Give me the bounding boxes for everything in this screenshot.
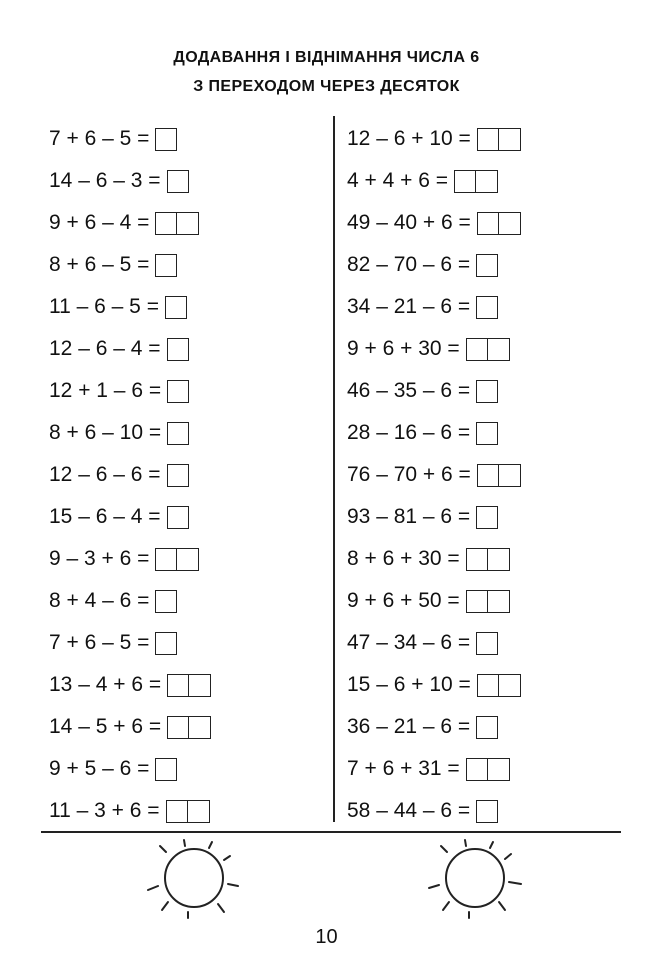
answer-boxes[interactable] (167, 674, 211, 697)
answer-box[interactable] (466, 338, 488, 361)
exercise-row (347, 538, 521, 580)
answer-box[interactable] (466, 758, 488, 781)
answer-box[interactable] (177, 548, 199, 571)
answer-box[interactable] (477, 212, 499, 235)
exercise-expression: 11 – 6 – 5 = (49, 295, 159, 318)
page-subtitle: З ПЕРЕХОДОМ ЧЕРЕЗ ДЕСЯТОК (193, 78, 460, 95)
answer-box[interactable] (167, 506, 189, 529)
exercise-row (49, 496, 211, 538)
exercise-row (347, 286, 521, 328)
answer-box[interactable] (499, 464, 521, 487)
exercise-expression: 14 – 5 + 6 = (49, 715, 162, 738)
exercise-expression: 7 + 6 + 31 = (347, 757, 460, 780)
exercise-expression: 47 – 34 – 6 = (347, 631, 471, 654)
page-title: ДОДАВАННЯ І ВІДНІМАННЯ ЧИСЛА 6 (173, 49, 480, 66)
answer-box[interactable] (477, 674, 499, 697)
exercise-row (347, 118, 521, 160)
answer-box[interactable] (476, 716, 498, 739)
exercise-row (347, 748, 521, 790)
exercise-expression: 93 – 81 – 6 = (347, 505, 471, 528)
answer-box[interactable] (499, 128, 521, 151)
exercise-expression: 7 + 6 – 5 = (49, 631, 150, 654)
exercise-expression: 9 + 6 + 30 = (347, 337, 460, 360)
exercise-expression: 11 – 3 + 6 = (49, 799, 160, 822)
answer-boxes[interactable] (466, 548, 510, 571)
answer-boxes[interactable] (476, 296, 498, 319)
exercise-row (49, 748, 211, 790)
exercise-expression: 9 + 6 – 4 = (49, 211, 150, 234)
exercise-row (49, 580, 211, 622)
exercise-expression: 8 + 6 – 10 = (49, 421, 162, 444)
exercise-expression: 58 – 44 – 6 = (347, 799, 471, 822)
exercise-expression: 12 – 6 – 4 = (49, 337, 161, 360)
answer-boxes[interactable] (167, 338, 189, 361)
exercise-expression: 15 – 6 – 4 = (49, 505, 161, 528)
answer-box[interactable] (466, 590, 488, 613)
answer-boxes[interactable] (166, 800, 210, 823)
exercise-row (347, 622, 521, 664)
exercise-row (347, 580, 521, 622)
answer-box[interactable] (167, 170, 189, 193)
answer-boxes[interactable] (476, 800, 498, 823)
exercise-expression: 36 – 21 – 6 = (347, 715, 471, 738)
answer-box[interactable] (167, 464, 189, 487)
answer-boxes[interactable] (155, 128, 177, 151)
answer-boxes[interactable] (476, 254, 498, 277)
answer-boxes[interactable] (476, 632, 498, 655)
answer-boxes[interactable] (155, 254, 177, 277)
answer-box[interactable] (476, 296, 498, 319)
answer-boxes[interactable] (477, 212, 521, 235)
answer-boxes[interactable] (167, 506, 189, 529)
answer-box[interactable] (189, 716, 211, 739)
sun-icon (425, 838, 535, 922)
answer-box[interactable] (167, 674, 189, 697)
answer-boxes[interactable] (155, 590, 177, 613)
answer-boxes[interactable] (155, 212, 199, 235)
answer-boxes[interactable] (167, 422, 189, 445)
answer-boxes[interactable] (477, 674, 521, 697)
answer-boxes[interactable] (155, 632, 177, 655)
answer-box[interactable] (476, 254, 498, 277)
exercise-row (347, 664, 521, 706)
answer-box[interactable] (177, 212, 199, 235)
answer-boxes[interactable] (466, 338, 510, 361)
answer-box[interactable] (476, 422, 498, 445)
exercise-row (347, 790, 521, 832)
answer-box[interactable] (476, 506, 498, 529)
exercise-expression: 82 – 70 – 6 = (347, 253, 471, 276)
exercise-row (49, 118, 211, 160)
answer-boxes[interactable] (167, 464, 189, 487)
answer-boxes[interactable] (165, 296, 187, 319)
answer-box[interactable] (155, 212, 177, 235)
answer-box[interactable] (155, 128, 177, 151)
exercise-row (347, 202, 521, 244)
answer-boxes[interactable] (476, 380, 498, 403)
bottom-rule (41, 831, 621, 833)
exercise-expression: 9 + 5 – 6 = (49, 757, 150, 780)
answer-box[interactable] (155, 632, 177, 655)
exercise-expression: 34 – 21 – 6 = (347, 295, 471, 318)
exercise-row (49, 412, 211, 454)
answer-box[interactable] (476, 380, 498, 403)
answer-box[interactable] (477, 464, 499, 487)
exercise-row (49, 370, 211, 412)
answer-box[interactable] (476, 632, 498, 655)
left-exercise-column (49, 118, 211, 832)
exercise-expression: 4 + 4 + 6 = (347, 169, 449, 192)
column-divider (333, 116, 335, 822)
answer-box[interactable] (155, 758, 177, 781)
answer-boxes[interactable] (167, 716, 211, 739)
answer-box[interactable] (167, 716, 189, 739)
exercise-row (49, 706, 211, 748)
answer-boxes[interactable] (466, 590, 510, 613)
answer-boxes[interactable] (466, 758, 510, 781)
exercise-row (49, 286, 211, 328)
answer-boxes[interactable] (155, 548, 199, 571)
exercise-row (49, 790, 211, 832)
exercise-expression: 8 + 6 – 5 = (49, 253, 150, 276)
exercise-row (49, 160, 211, 202)
exercise-row (49, 622, 211, 664)
exercise-expression: 12 – 6 + 10 = (347, 127, 471, 150)
answer-box[interactable] (189, 674, 211, 697)
answer-box[interactable] (165, 296, 187, 319)
exercise-row (49, 454, 211, 496)
answer-box[interactable] (454, 170, 476, 193)
answer-box[interactable] (155, 254, 177, 277)
answer-box[interactable] (466, 548, 488, 571)
answer-box[interactable] (477, 128, 499, 151)
answer-boxes[interactable] (155, 758, 177, 781)
answer-box[interactable] (476, 800, 498, 823)
exercise-row (49, 328, 211, 370)
exercise-expression: 9 + 6 + 50 = (347, 589, 460, 612)
exercise-expression: 14 – 6 – 3 = (49, 169, 161, 192)
answer-box[interactable] (476, 170, 498, 193)
exercise-expression: 7 + 6 – 5 = (49, 127, 150, 150)
exercise-row (347, 412, 521, 454)
exercise-expression: 28 – 16 – 6 = (347, 421, 471, 444)
answer-box[interactable] (166, 800, 188, 823)
answer-boxes[interactable] (476, 716, 498, 739)
answer-box[interactable] (188, 800, 210, 823)
answer-boxes[interactable] (167, 170, 189, 193)
sun-icon (142, 838, 252, 922)
exercise-row (49, 538, 211, 580)
answer-box[interactable] (167, 422, 189, 445)
answer-box[interactable] (167, 380, 189, 403)
answer-box[interactable] (488, 548, 510, 571)
exercise-expression: 8 + 6 + 30 = (347, 547, 460, 570)
answer-boxes[interactable] (476, 506, 498, 529)
page-number: 10 (315, 926, 338, 948)
exercise-row (347, 454, 521, 496)
exercise-expression: 8 + 4 – 6 = (49, 589, 150, 612)
exercise-row (49, 244, 211, 286)
right-exercise-column (347, 118, 521, 832)
exercise-row (49, 202, 211, 244)
exercise-row (347, 706, 521, 748)
answer-box[interactable] (155, 590, 177, 613)
answer-boxes[interactable] (477, 464, 521, 487)
exercise-row (347, 160, 521, 202)
exercise-expression: 12 + 1 – 6 = (49, 379, 162, 402)
exercise-expression: 49 – 40 + 6 = (347, 211, 471, 234)
answer-box[interactable] (488, 338, 510, 361)
answer-boxes[interactable] (477, 128, 521, 151)
exercise-expression: 12 – 6 – 6 = (49, 463, 161, 486)
exercise-expression: 9 – 3 + 6 = (49, 547, 150, 570)
answer-box[interactable] (488, 758, 510, 781)
answer-box[interactable] (499, 674, 521, 697)
exercise-expression: 13 – 4 + 6 = (49, 673, 162, 696)
exercise-row (49, 664, 211, 706)
exercise-row (347, 370, 521, 412)
exercise-row (347, 496, 521, 538)
answer-boxes[interactable] (167, 380, 189, 403)
answer-box[interactable] (499, 212, 521, 235)
exercise-expression: 46 – 35 – 6 = (347, 379, 471, 402)
exercise-row (347, 244, 521, 286)
answer-box[interactable] (167, 338, 189, 361)
answer-box[interactable] (488, 590, 510, 613)
exercise-row (347, 328, 521, 370)
answer-boxes[interactable] (454, 170, 498, 193)
exercise-expression: 76 – 70 + 6 = (347, 463, 471, 486)
answer-boxes[interactable] (476, 422, 498, 445)
answer-box[interactable] (155, 548, 177, 571)
exercise-expression: 15 – 6 + 10 = (347, 673, 471, 696)
